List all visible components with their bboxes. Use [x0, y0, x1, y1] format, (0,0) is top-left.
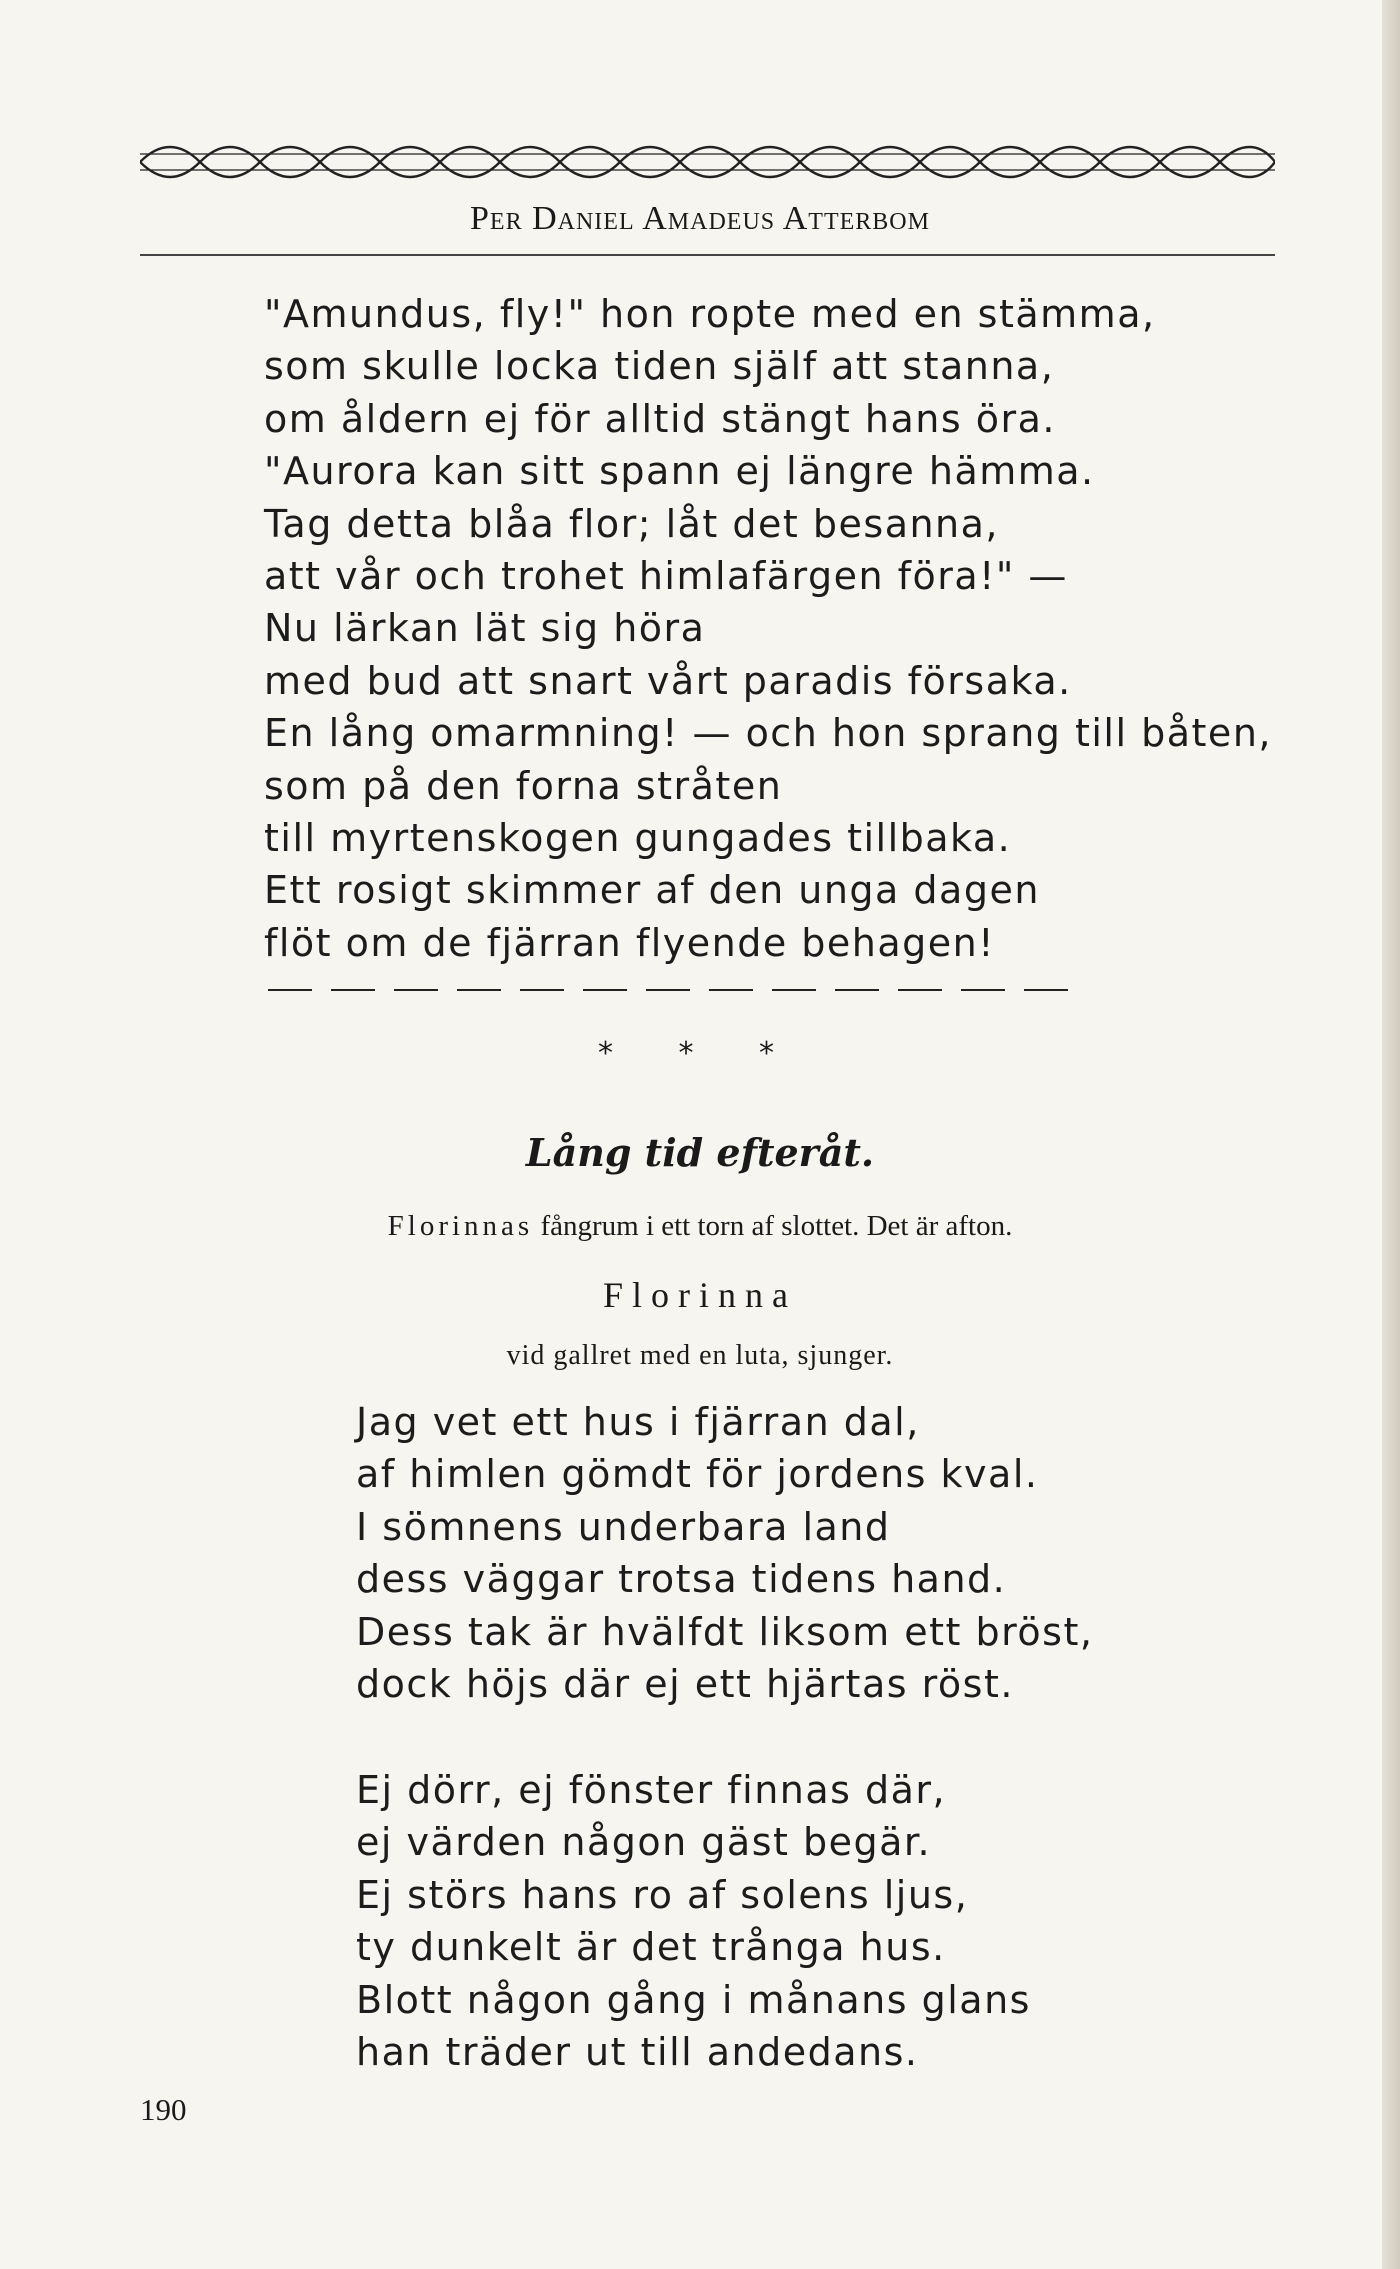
poem-line: Ej dörr, ej fönster finnas där,: [356, 1768, 947, 1812]
page-number: 190: [140, 2092, 187, 2127]
speaker-name: Florinna: [603, 1275, 797, 1315]
section-break-stars: * * *: [597, 1036, 803, 1071]
poem-line: "Amundus, fly!" hon ropte med en stämma,: [264, 292, 1156, 336]
poem-line: En lång omarmning! — och hon sprang till båten,: [264, 711, 1272, 756]
header-rule: [140, 254, 1275, 256]
poem-line: ty dunkelt är det trånga hus.: [356, 1925, 946, 1970]
section-title: Lång tid efteråt.: [525, 1130, 875, 1175]
running-head: Per Daniel Amadeus Atterbom: [470, 200, 930, 237]
dashed-divider: [268, 980, 1078, 1000]
poem-line: med bud att snart vårt paradis försaka.: [264, 658, 1072, 703]
poem-line: Dess tak är hvälfdt liksom ett bröst,: [356, 1609, 1094, 1654]
poem-line: att vår och trohet himlafärgen föra!" —: [264, 554, 1068, 599]
song-stanza-2: [356, 1764, 1031, 2078]
poem-line: Blott någon gång i månans glans: [356, 1977, 1031, 2022]
poem-stanza-1: [264, 288, 1272, 969]
poem-line: dock höjs där ej ett hjärtas röst.: [356, 1662, 1014, 1707]
decorative-border-ornament: [140, 140, 1275, 184]
poem-line: han träder ut till andedans.: [356, 2030, 919, 2075]
poem-line: om åldern ej för alltid stängt hans öra.: [264, 396, 1056, 441]
song-stanza-1: [356, 1396, 1093, 1710]
stage-direction-text: fångrum i ett torn af slottet. Det är afton.: [533, 1210, 1013, 1242]
poem-line: som skulle locka tiden själf att stanna,: [264, 344, 1055, 389]
poem-line: af himlen gömdt för jordens kval.: [356, 1452, 1039, 1497]
poem-line: flöt om de fjärran flyende behagen!: [264, 920, 995, 965]
poem-line: Ett rosigt skimmer af den unga dagen: [264, 868, 1040, 913]
stage-direction: [0, 1210, 1400, 1243]
poem-line: dess väggar trotsa tidens hand.: [356, 1557, 1007, 1602]
poem-line: Ej störs hans ro af solens ljus,: [356, 1872, 969, 1917]
poem-line: ej värden någon gäst begär.: [356, 1820, 932, 1865]
poem-line: som på den forna stråten: [264, 763, 783, 808]
poem-line: Tag detta blåa flor; låt det besanna,: [264, 501, 1000, 546]
poem-line: I sömnens underbara land: [356, 1504, 891, 1549]
speaker-note: vid gallret med en luta, sjunger.: [506, 1340, 894, 1371]
poem-line: Jag vet ett hus i fjärran dal,: [356, 1400, 920, 1444]
stage-direction-name: Florinnas: [387, 1210, 534, 1242]
poem-line: Nu lärkan lät sig höra: [264, 606, 706, 651]
poem-line: till myrtenskogen gungades tillbaka.: [264, 816, 1012, 861]
poem-line: "Aurora kan sitt spann ej längre hämma.: [264, 449, 1095, 494]
